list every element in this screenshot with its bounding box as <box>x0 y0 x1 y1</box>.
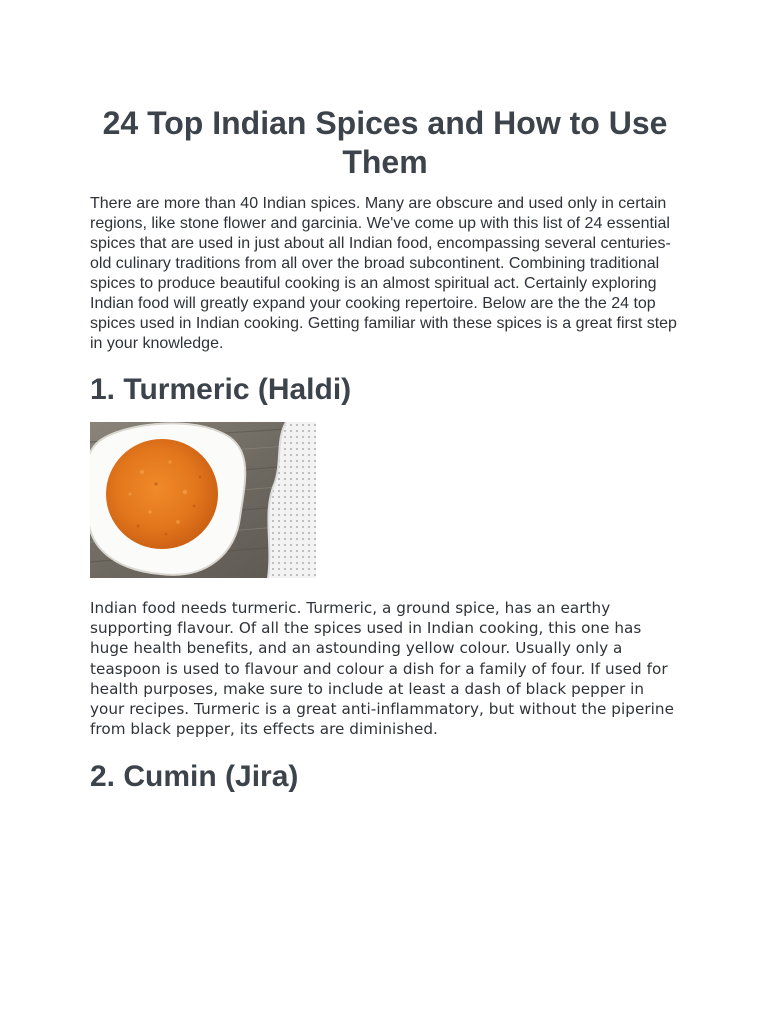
intro-paragraph: There are more than 40 Indian spices. Many are obscure and used only in certain regions, like stone flower and garcinia. We've come up with this list of 24 essential spices that are used in just about all Indian food, encompassing several centuries-old culinary traditions from all over the broad subcontinent. Combining traditional spices to produce beautiful cooking is an almost spiritual act. Certainly exploring Indian food will greatly expand your cooking repertoire. Below are the the 24 top spices used in Indian cooking. Getting familiar with these spices is a great first step in your knowledge. <box>90 195 677 352</box>
article-title: 24 Top Indian Spices and How to Use Them <box>102 105 668 180</box>
section-heading-turmeric: 1. Turmeric (Haldi) <box>90 373 352 406</box>
turmeric-photo <box>90 422 316 578</box>
turmeric-description: Indian food needs turmeric. Turmeric, a ground spice, has an earthy supporting flavour. Of all the spices used in Indian cooking, this one has huge health benefits, and an astounding yellow colour. Usually only a teaspoon is used to flavour and colour a dish for a family of four. If used for health purposes, make sure to include at least a dash of black pepper in your recipes. Turmeric is a great anti-inflammatory, but without the piperine from black pepper, its effects are diminished. <box>90 599 674 739</box>
article <box>90 104 680 809</box>
section-heading-cumin: 2. Cumin (Jira) <box>90 760 299 794</box>
